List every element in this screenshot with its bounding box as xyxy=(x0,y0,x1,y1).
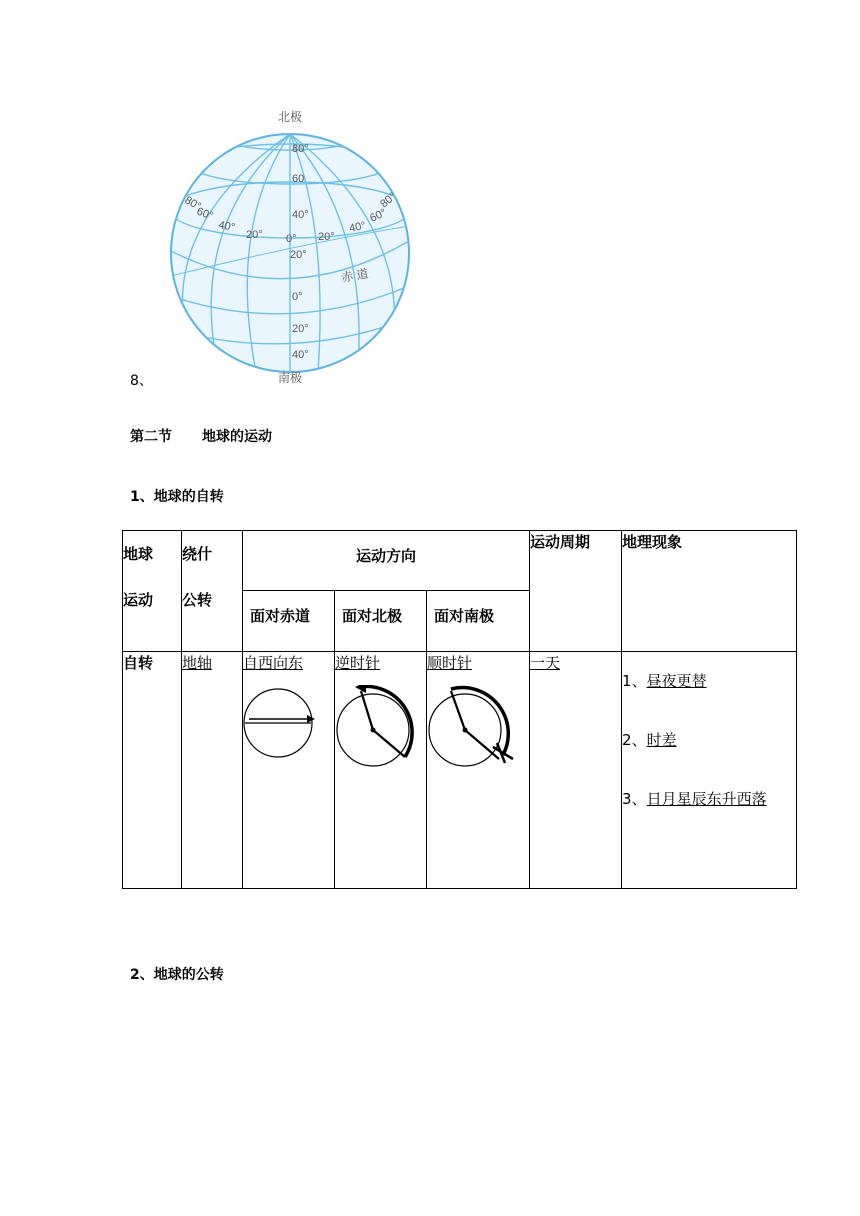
row-period: 一天 xyxy=(530,654,561,672)
section-title xyxy=(130,426,272,446)
header-axis: 绕什 公转 xyxy=(182,531,243,652)
globe-figure xyxy=(168,106,413,390)
svg-text:赤 道: 赤 道 xyxy=(340,266,370,285)
rotation-table xyxy=(122,530,797,889)
svg-text:20°: 20° xyxy=(290,249,307,261)
svg-text:20°: 20° xyxy=(318,231,335,243)
item-number: 8、 xyxy=(130,373,153,389)
header-phenomena: 地理现象 xyxy=(622,531,797,652)
row-motion: 自转 xyxy=(123,652,182,889)
svg-text:40°: 40° xyxy=(292,349,309,361)
svg-text:40°: 40° xyxy=(217,219,236,234)
phenomenon-item: 3、日月星辰东升西落 xyxy=(622,790,767,808)
svg-text:40°: 40° xyxy=(292,209,309,221)
svg-text:60°: 60° xyxy=(368,206,389,225)
header-period: 运动周期 xyxy=(530,531,622,652)
north-pole-label: 北极 xyxy=(278,110,303,124)
row-dir-south: 顺时针 xyxy=(427,654,473,672)
counterclockwise-diagram xyxy=(335,685,425,769)
phenomena-list xyxy=(622,652,797,889)
header-direction: 运动方向 xyxy=(243,531,530,591)
svg-text:0°: 0° xyxy=(286,233,297,245)
header-face-equator: 面对赤道 xyxy=(243,591,335,652)
svg-text:60°: 60° xyxy=(194,205,215,223)
svg-text:80°: 80° xyxy=(378,190,399,211)
header-motion: 地球 运动 xyxy=(123,531,182,652)
svg-text:20°: 20° xyxy=(292,323,309,335)
south-pole-label: 南极 xyxy=(278,371,303,385)
globe-graticule xyxy=(168,106,413,390)
subsection-revolution: 2、地球的公转 xyxy=(130,967,224,983)
row-dir-north: 逆时针 xyxy=(335,654,381,672)
svg-text:40°: 40° xyxy=(348,219,367,235)
section-name: 地球的运动 xyxy=(202,429,272,445)
row-axis: 地轴 xyxy=(182,654,213,672)
subsection-rotation: 1、地球的自转 xyxy=(130,489,224,505)
section-number: 第二节 xyxy=(130,429,172,445)
svg-text:80°: 80° xyxy=(292,143,309,155)
clockwise-diagram xyxy=(427,685,523,769)
phenomenon-item: 1、昼夜更替 xyxy=(622,672,707,690)
header-face-south: 面对南极 xyxy=(427,591,530,652)
phenomenon-item: 2、时差 xyxy=(622,731,677,749)
row-dir-equator: 自西向东 xyxy=(243,654,304,672)
svg-text:20°: 20° xyxy=(246,229,263,241)
header-face-north: 面对北极 xyxy=(335,591,427,652)
svg-text:80°: 80° xyxy=(182,194,203,213)
svg-text:60: 60 xyxy=(292,173,305,185)
svg-text:0°: 0° xyxy=(292,291,303,303)
equator-arrow-diagram xyxy=(243,685,321,761)
